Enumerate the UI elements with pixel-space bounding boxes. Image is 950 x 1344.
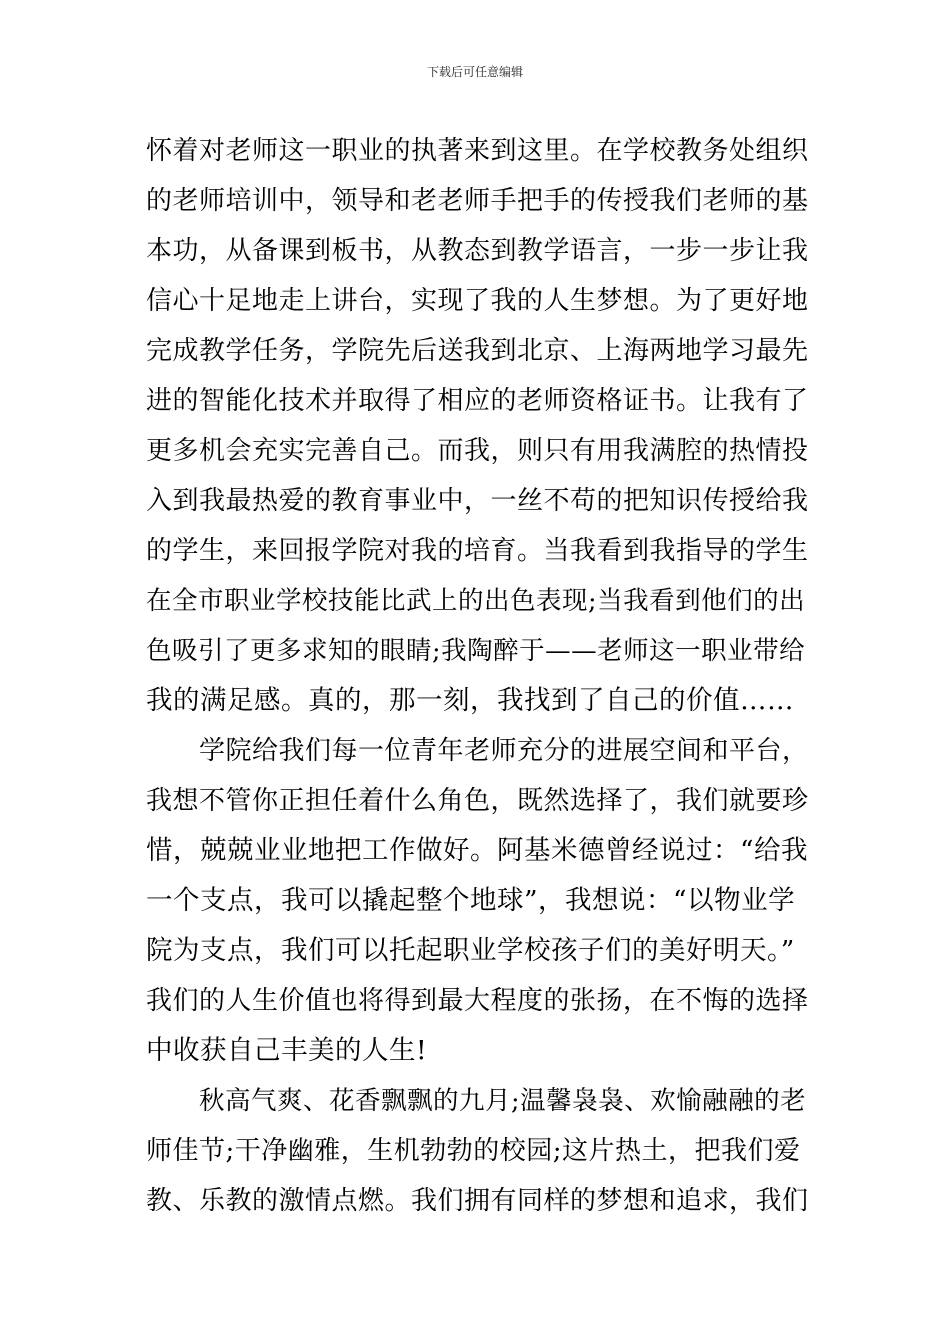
paragraph-3 xyxy=(146,1076,810,1226)
paragraph-1 xyxy=(146,126,810,726)
text-line: 中收获自己丰美的人生! xyxy=(146,1035,428,1066)
text-line: 惜，兢兢业业地把工作做好。阿基米德曾经说过：“给我 xyxy=(146,835,809,866)
text-line: 的老师培训中，领导和老老师手把手的传授我们老师的基 xyxy=(146,186,809,216)
text-line: 色吸引了更多求知的眼睛;我陶醉于——老师这一职业带给 xyxy=(146,636,806,666)
paragraph-2 xyxy=(146,726,810,1076)
text-line: 院为支点，我们可以托起职业学校孩子们的美好明天。” xyxy=(146,935,795,966)
text-line: 的学生，来回报学院对我的培育。当我看到我指导的学生 xyxy=(146,536,809,566)
page-header: 下载后可任意编辑 xyxy=(426,65,523,79)
text-line: 入到我最热爱的教育事业中，一丝不苟的把知识传授给我 xyxy=(146,486,809,516)
text-line: 完成教学任务，学院先后送我到北京、上海两地学习最先 xyxy=(146,336,809,366)
text-line: 教、乐教的激情点燃。我们拥有同样的梦想和追求，我们 xyxy=(146,1186,809,1216)
text-line: 我的满足感。真的，那一刻，我找到了自己的价值…… xyxy=(146,685,794,716)
text-line: 在全市职业学校技能比武上的出色表现;当我看到他们的出 xyxy=(146,586,806,616)
text-line: 更多机会充实完善自己。而我，则只有用我满腔的热情投 xyxy=(146,436,809,466)
text-line: 进的智能化技术并取得了相应的老师资格证书。让我有了 xyxy=(146,386,809,416)
text-line: 本功，从备课到板书，从教态到教学语言，一步一步让我 xyxy=(146,236,809,266)
text-line: 我想不管你正担任着什么角色，既然选择了，我们就要珍 xyxy=(146,786,809,816)
text-line-indented: 秋高气爽、花香飘飘的九月;温馨袅袅、欢愉融融的老 xyxy=(199,1086,807,1116)
text-line: 一个支点，我可以撬起整个地球”，我想说：“以物业学 xyxy=(146,885,796,916)
text-line: 怀着对老师这一职业的执著来到这里。在学校教务处组织 xyxy=(146,136,809,166)
text-line-indented: 学院给我们每一位青年老师充分的进展空间和平台， xyxy=(199,736,809,766)
text-line: 信心十足地走上讲台，实现了我的人生梦想。为了更好地 xyxy=(146,286,809,316)
text-line: 我们的人生价值也将得到最大程度的张扬，在不悔的选择 xyxy=(146,986,809,1016)
document-body xyxy=(146,126,810,1226)
text-line: 师佳节;干净幽雅，生机勃勃的校园;这片热土，把我们爱 xyxy=(146,1136,801,1166)
